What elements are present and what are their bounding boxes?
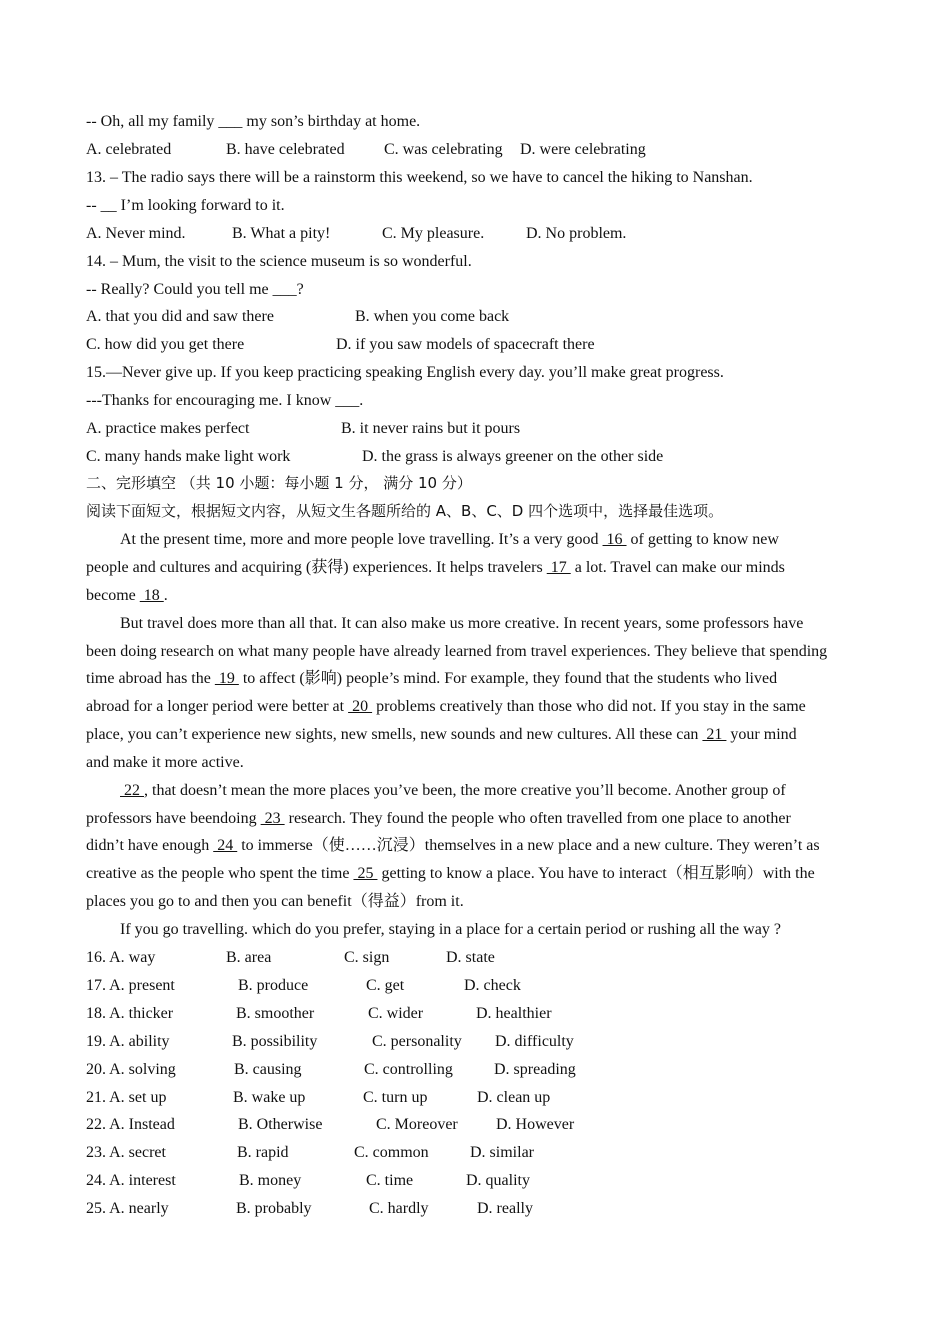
q15-reply: ---Thanks for encouraging me. I know ___. xyxy=(86,392,364,409)
choice-option-d: D. state xyxy=(446,949,495,966)
q14-option-b: B. when you come back xyxy=(355,308,510,325)
q14-prompt: 14. – Mum, the visit to the science museum is so wonderful. xyxy=(86,253,472,270)
passage-text: , that doesn’t mean the more places you’ve been, the more creative you’ll become. Another group of xyxy=(144,782,786,799)
q12-reply: -- Oh, all my family ___ my son’s birthday at home. xyxy=(86,113,421,130)
choice-option-d: D. However xyxy=(496,1116,575,1133)
q15-prompt: 15.—Never give up. If you keep practicing speaking English every day. you’ll make great progress. xyxy=(86,364,724,381)
choice-option-d: D. clean up xyxy=(477,1089,551,1106)
choice-option-b: B. money xyxy=(239,1172,302,1189)
q13-reply: -- __ I’m looking forward to it. xyxy=(86,197,285,214)
choice-option-b: B. causing xyxy=(234,1061,302,1078)
passage-text: a lot. Travel can make our minds xyxy=(570,559,785,576)
passage-text: . xyxy=(163,587,168,604)
choice-option-b: B. area xyxy=(226,949,272,966)
q15-option-a: A. practice makes perfect xyxy=(86,420,250,437)
choice-option-a: 23. A. secret xyxy=(86,1144,166,1161)
choice-option-a: 20. A. solving xyxy=(86,1061,176,1078)
choice-option-d: D. really xyxy=(477,1200,533,1217)
passage-line xyxy=(86,586,168,606)
q12-option-b: B. have celebrated xyxy=(226,141,345,158)
q12-option-d: D. were celebrating xyxy=(520,141,646,158)
choice-option-c: C. time xyxy=(366,1172,414,1189)
passage-text: your mind xyxy=(726,726,797,743)
passage-line xyxy=(120,530,779,550)
section-instruction: 阅读下面短文，根据短文内容，从短文生各题所给的 A、B、C、D 四个选项中，选择最佳选项。 xyxy=(86,502,724,520)
q13-option-d: D. No problem. xyxy=(526,225,627,242)
blank-21: 21 xyxy=(702,726,727,743)
choice-option-c: C. common xyxy=(354,1144,429,1161)
choice-option-b: B. probably xyxy=(236,1200,312,1217)
choice-option-a: 18. A. thicker xyxy=(86,1005,174,1022)
choice-option-b: B. produce xyxy=(238,977,309,994)
choice-option-c: C. sign xyxy=(344,949,390,966)
passage-line xyxy=(86,697,806,717)
passage-text: problems creatively than those who did not. If you stay in the same xyxy=(372,698,806,715)
choice-option-c: C. Moreover xyxy=(376,1116,458,1133)
q15-option-b: B. it never rains but it pours xyxy=(341,420,521,437)
q14-option-d: D. if you saw models of spacecraft there xyxy=(336,336,595,353)
passage-line: But travel does more than all that. It can also make us more creative. In recent years, some professors have xyxy=(120,615,804,632)
choice-option-b: B. rapid xyxy=(237,1144,289,1161)
passage-line xyxy=(86,809,791,829)
choice-option-d: D. healthier xyxy=(476,1005,552,1022)
q12-option-c: C. was celebrating xyxy=(384,141,503,158)
choice-option-a: 19. A. ability xyxy=(86,1033,170,1050)
passage-line: been doing research on what many people have already learned from travel experiences. They believe that spending xyxy=(86,643,828,660)
choice-option-a: 22. A. Instead xyxy=(86,1116,175,1133)
blank-24: 24 xyxy=(213,837,238,854)
q15-option-d: D. the grass is always greener on the other side xyxy=(362,448,664,465)
passage-text: of getting to know new xyxy=(626,531,779,548)
passage-text: to immerse（使……沉浸）themselves in a new place and a new culture. They weren’t as xyxy=(237,837,820,854)
passage-text: getting to know a place. You have to interact（相互影响）with the xyxy=(377,865,815,882)
passage-text: professors have beendoing xyxy=(86,810,261,827)
choice-option-a: 21. A. set up xyxy=(86,1089,167,1106)
choice-option-c: C. hardly xyxy=(369,1200,429,1217)
passage-line: places you go to and then you can benefit（得益）from it. xyxy=(86,893,464,910)
q15-option-c: C. many hands make light work xyxy=(86,448,291,465)
passage-line xyxy=(120,781,786,801)
choice-option-d: D. spreading xyxy=(494,1061,576,1078)
blank-19: 19 xyxy=(214,670,239,687)
blank-23: 23 xyxy=(260,810,285,827)
passage-text: place, you can’t experience new sights, new smells, new sounds and new cultures. All these can xyxy=(86,726,703,743)
choice-option-a: 17. A. present xyxy=(86,977,175,994)
passage-text: abroad for a longer period were better at xyxy=(86,698,349,715)
choice-option-d: D. check xyxy=(464,977,521,994)
choice-option-c: C. personality xyxy=(372,1033,462,1050)
passage-text: to affect (影响) people’s mind. For example, they found that the students who lived xyxy=(238,670,778,687)
choice-option-c: C. controlling xyxy=(364,1061,453,1078)
passage-line xyxy=(86,836,820,856)
choice-option-b: B. wake up xyxy=(233,1089,306,1106)
passage-line xyxy=(86,725,797,745)
q13-option-b: B. What a pity! xyxy=(232,225,331,242)
blank-20: 20 xyxy=(348,698,373,715)
passage-text: time abroad has the xyxy=(86,670,215,687)
choice-option-a: 25. A. nearly xyxy=(86,1200,169,1217)
choice-option-b: B. possibility xyxy=(232,1033,318,1050)
passage-text: research. They found the people who often travelled from one place to another xyxy=(284,810,791,827)
passage-text: didn’t have enough xyxy=(86,837,214,854)
choice-option-a: 24. A. interest xyxy=(86,1172,176,1189)
choice-option-d: D. quality xyxy=(466,1172,530,1189)
passage-text: become xyxy=(86,587,140,604)
choice-option-d: D. similar xyxy=(470,1144,534,1161)
passage-line xyxy=(86,864,815,884)
passage-line: If you go travelling. which do you prefer, staying in a place for a certain period or rushing all the way ? xyxy=(120,921,781,938)
choice-option-b: B. Otherwise xyxy=(238,1116,323,1133)
q12-option-a: A. celebrated xyxy=(86,141,172,158)
q14-option-a: A. that you did and saw there xyxy=(86,308,274,325)
choice-option-c: C. get xyxy=(366,977,405,994)
passage-line xyxy=(86,669,777,689)
q13-option-a: A. Never mind. xyxy=(86,225,186,242)
q13-prompt: 13. – The radio says there will be a rainstorm this weekend, so we have to cancel the hiking to Nanshan. xyxy=(86,169,753,186)
blank-18: 18 xyxy=(139,587,164,604)
blank-22: 22 xyxy=(120,782,144,799)
blank-16: 16 xyxy=(602,531,627,548)
passage-text: creative as the people who spent the time xyxy=(86,865,354,882)
choice-option-a: 16. A. way xyxy=(86,949,156,966)
passage-text: At the present time, more and more people love travelling. It’s a very good xyxy=(120,531,603,548)
q13-option-c: C. My pleasure. xyxy=(382,225,485,242)
choice-option-b: B. smoother xyxy=(236,1005,315,1022)
choice-option-c: C. turn up xyxy=(363,1089,428,1106)
choice-option-d: D. difficulty xyxy=(495,1033,574,1050)
choice-option-c: C. wider xyxy=(368,1005,424,1022)
q14-reply: -- Really? Could you tell me ___? xyxy=(86,281,304,298)
blank-17: 17 xyxy=(546,559,571,576)
passage-line: and make it more active. xyxy=(86,754,244,771)
passage-text: people and cultures and acquiring (获得) experiences. It helps travelers xyxy=(86,559,547,576)
section-heading: 二、完形填空 （共 10 小题：每小题 1 分， 满分 10 分） xyxy=(86,474,472,492)
blank-25: 25 xyxy=(353,865,378,882)
q14-option-c: C. how did you get there xyxy=(86,336,245,353)
passage-line xyxy=(86,558,785,578)
